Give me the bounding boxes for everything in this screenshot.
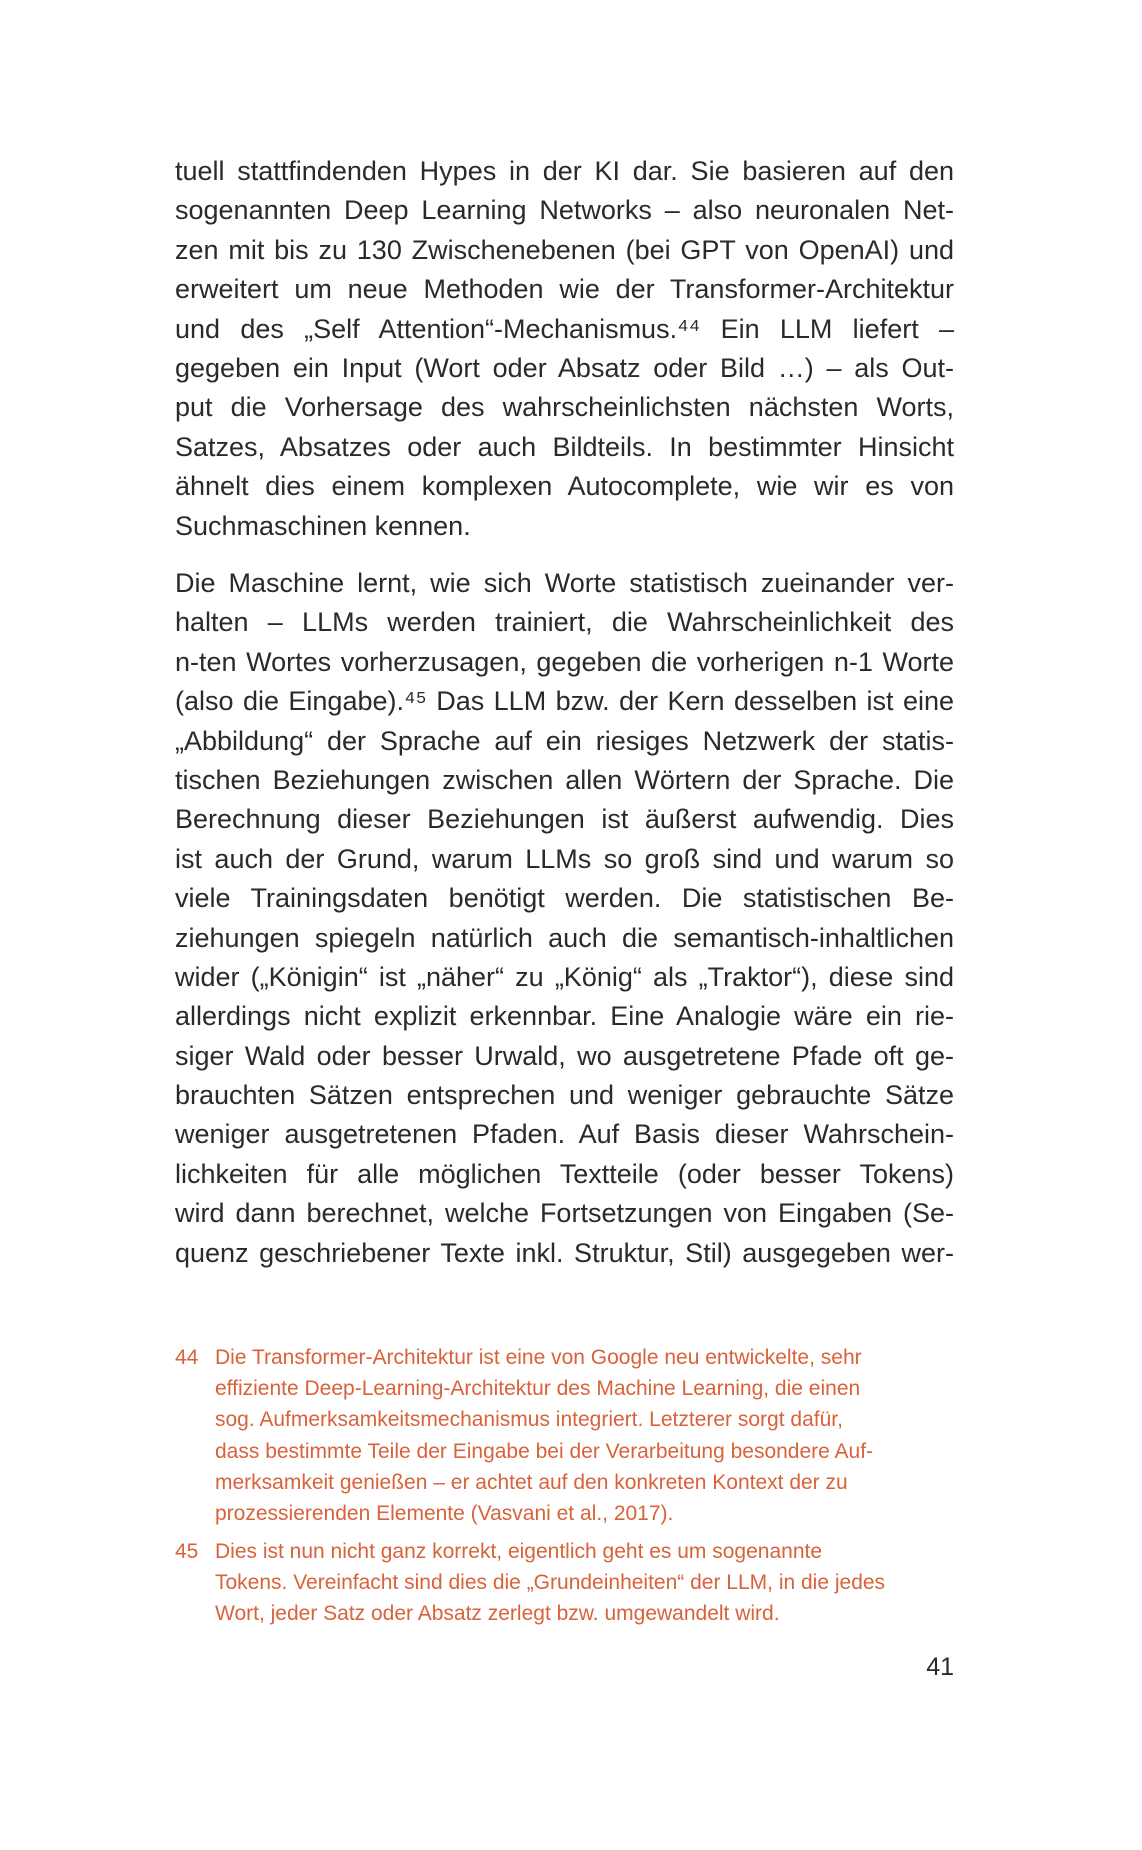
text-line: Die Maschine lernt, wie sich Worte statistisch zueinander ver- xyxy=(175,568,954,598)
text-line: ist auch der Grund, warum LLMs so groß sind und warum so xyxy=(175,843,954,874)
footnote-number: 45 xyxy=(175,1540,199,1563)
footnote-44 xyxy=(175,1342,954,1529)
text-line: ähnelt dies einem komplexen Autocomplete, wie wir es von xyxy=(175,471,954,502)
footnote-line: merksamkeit genießen – er achtet auf den konkreten Kontext der zu xyxy=(215,1470,848,1494)
text-line: zen mit bis zu 130 Zwischenebenen (bei GPT von OpenAI) und xyxy=(175,234,954,265)
text-line: Berechnung dieser Beziehungen ist äußerst aufwendig. Dies xyxy=(175,804,954,835)
text-line: Suchmaschinen kennen. xyxy=(175,510,471,541)
text-line: und des „Self Attention“-Mechanismus.⁴⁴ Ein LLM liefert – xyxy=(175,313,954,344)
text-line: sogenannten Deep Learning Networks – also neuronalen Net- xyxy=(175,195,954,226)
text-line: ziehungen spiegeln natürlich auch die semantisch-inhaltlichen xyxy=(175,922,954,953)
text-line: quenz geschriebener Texte inkl. Struktur, Stil) ausgegeben wer- xyxy=(175,1237,954,1268)
text-line: halten – LLMs werden trainiert, die Wahrscheinlichkeit des xyxy=(175,607,954,638)
footnote-line: sog. Aufmerksamkeitsmechanismus integriert. Letzterer sorgt dafür, xyxy=(215,1408,843,1432)
page-number: 41 xyxy=(926,1653,954,1681)
text-line: gegeben ein Input (Wort oder Absatz oder Bild …) – als Out- xyxy=(175,352,954,383)
text-line: viele Trainingsdaten benötigt werden. Die statistischen Be- xyxy=(175,883,954,914)
text-line: n-ten Wortes vorherzusagen, gegeben die vorherigen n-1 Worte xyxy=(175,646,954,677)
text-line: erweitert um neue Methoden wie der Transformer-Architektur xyxy=(175,274,954,305)
footnote-line: dass bestimmte Teile der Eingabe bei der Verarbeitung besondere Auf- xyxy=(215,1439,874,1463)
text-line: lichkeiten für alle möglichen Textteile (oder besser Tokens) xyxy=(175,1158,954,1189)
text-line: allerdings nicht explizit erkennbar. Eine Analogie wäre ein rie- xyxy=(175,1001,954,1032)
footnote-line: Tokens. Vereinfacht sind dies die „Grundeinheiten“ der LLM, in die jedes xyxy=(215,1571,886,1595)
footnote-line: Die Transformer-Architektur ist eine von Google neu entwickelte, sehr xyxy=(215,1346,862,1369)
footnote-line: prozessierenden Elemente (Vasvani et al., 2017). xyxy=(215,1501,674,1525)
text-line: tischen Beziehungen zwischen allen Wörtern der Sprache. Die xyxy=(175,764,954,795)
text-line: wider („Königin“ ist „näher“ zu „König“ als „Traktor“), diese sind xyxy=(175,961,954,992)
text-line: wird dann berechnet, welche Fortsetzungen von Eingaben (Se- xyxy=(175,1198,954,1229)
body-paragraph-1 xyxy=(175,152,954,546)
text-line: weniger ausgetretenen Pfaden. Auf Basis dieser Wahrschein- xyxy=(175,1119,954,1150)
footnote-number: 44 xyxy=(175,1346,199,1369)
text-line: tuell stattfindenden Hypes in der KI dar. Sie basieren auf den xyxy=(175,156,954,186)
footnote-line: effiziente Deep-Learning-Architektur des Machine Learning, die einen xyxy=(215,1377,861,1401)
text-line: (also die Eingabe).⁴⁵ Das LLM bzw. der Kern desselben ist eine xyxy=(175,686,954,717)
footnote-45 xyxy=(175,1536,954,1630)
text-line: brauchten Sätzen entsprechen und weniger gebrauchte Sätze xyxy=(175,1080,954,1111)
text-line: put die Vorhersage des wahrscheinlichsten nächsten Worts, xyxy=(175,392,954,423)
text-line: Satzes, Absatzes oder auch Bildteils. In bestimmter Hinsicht xyxy=(175,431,954,462)
text-line: „Abbildung“ der Sprache auf ein riesiges Netzwerk der statis- xyxy=(175,725,954,756)
footnote-line: Wort, jeder Satz oder Absatz zerlegt bzw. umgewandelt wird. xyxy=(215,1602,780,1626)
body-paragraph-2 xyxy=(175,564,954,1273)
text-line: siger Wald oder besser Urwald, wo ausgetretene Pfade oft ge- xyxy=(175,1040,954,1071)
footnote-line: Dies ist nun nicht ganz korrekt, eigentlich geht es um sogenannte xyxy=(215,1540,823,1563)
